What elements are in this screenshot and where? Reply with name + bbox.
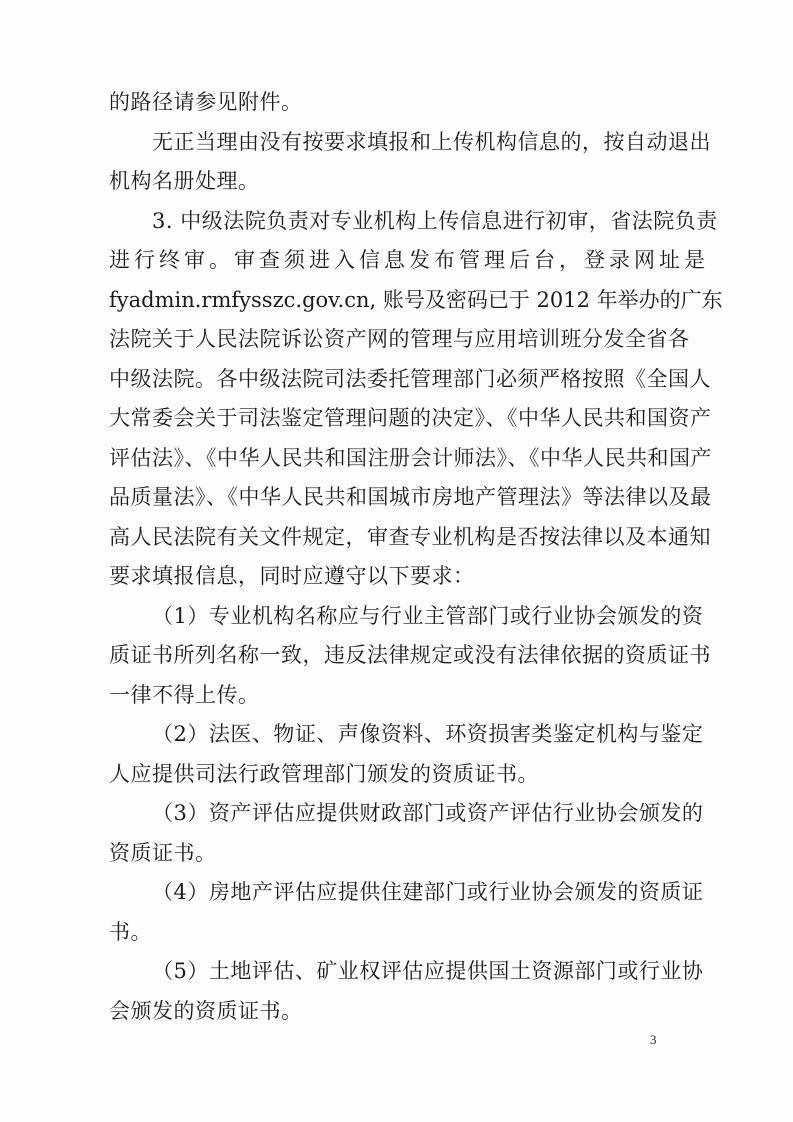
text-line-3: 机构名册处理。 <box>109 169 260 193</box>
text-line-15: 质证书所列名称一致，违反法律规定或没有法律依据的资质证书 <box>109 643 711 667</box>
text-line-6: fyadmin.rmfysszc.gov.cn, 账号及密码已于 2012 年举办的广东 <box>109 287 723 312</box>
text-line-2: 无正当理由没有按要求填报和上传机构信息的，按自动退出 <box>152 129 711 154</box>
text-line-12: 高人民法院有关文件规定，审查专业机构是否按法律以及本通知 <box>109 524 711 549</box>
text-line-16: 一律不得上传。 <box>109 682 260 707</box>
text-line-24: 会颁发的资质证书。 <box>109 998 303 1023</box>
text-line-21: （4）房地产评估应提供住建部门或行业协会颁发的资质证 <box>152 880 704 904</box>
text-line-23: （5）土地评估、矿业权评估应提供国土资源部门或行业协 <box>152 959 704 983</box>
text-line-17: （2）法医、物证、声像资料、环资损害类鉴定机构与鉴定 <box>152 722 704 746</box>
text-line-20: 资质证书。 <box>109 840 217 865</box>
text-line-13: 要求填报信息，同时应遵守以下要求： <box>109 564 475 588</box>
text-line-9: 大常委会关于司法鉴定管理问题的决定》、《中华人民共和国资产 <box>109 406 712 430</box>
text-line-19: （3）资产评估应提供财政部门或资产评估行业协会颁发的 <box>152 801 704 825</box>
text-line-7: 法院关于人民法院诉讼资产网的管理与应用培训班分发全省各 <box>109 327 690 351</box>
text-line-14: （1）专业机构名称应与行业主管部门或行业协会颁发的资 <box>152 603 704 628</box>
page-number: 3 <box>650 1032 657 1047</box>
text-line-8: 中级法院。各中级法院司法委托管理部门必须严格按照《全国人 <box>109 366 711 391</box>
text-line-1: 的路径请参见附件。 <box>109 90 303 114</box>
text-line-22: 书。 <box>109 919 152 944</box>
text-line-10: 评估法》、《中华人民共和国注册会计师法》、《中华人民共和国产 <box>109 445 712 470</box>
text-line-18: 人应提供司法行政管理部门颁发的资质证书。 <box>109 761 539 786</box>
text-line-11: 品质量法》、《中华人民共和国城市房地产管理法》等法律以及最 <box>109 485 712 509</box>
text-line-5: 进行终审。审查须进入信息发布管理后台，登录网址是 <box>109 248 709 272</box>
text-line-4: 3. 中级法院负责对专业机构上传信息进行初审，省法院负责 <box>152 208 718 233</box>
